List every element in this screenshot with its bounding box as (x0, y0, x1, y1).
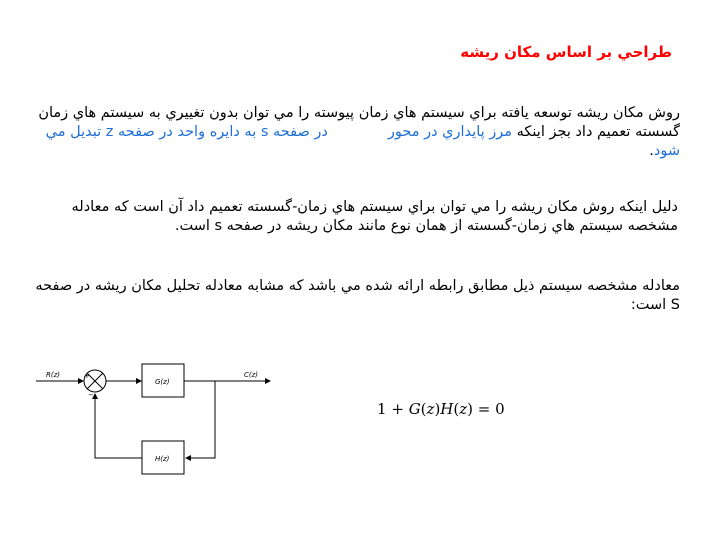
paragraph1-link-stability-boundary[interactable]: مرز پايداري در محور (387, 124, 513, 140)
paragraph1-link-unit-circle[interactable]: در صفحه s به دايره واحد در صفحه z تبديل مي شود (45, 124, 680, 159)
feedback-line-out (95, 394, 142, 458)
forward-block-label: G(z) (155, 378, 170, 386)
feedback-line-in (186, 381, 215, 458)
paragraph-characteristic-equation: معادله مشخصه سيستم ذيل مطابق رابطه ارائه شده مي باشد که مشابه معادله تحليل مکان ريشه در صفحه S است: (35, 278, 680, 313)
characteristic-equation: 1 + G(z)H(z) = 0 (377, 400, 505, 418)
output-label: C(z) (244, 371, 259, 379)
input-label: R(z) (46, 371, 60, 379)
minus-sign: − (88, 391, 94, 399)
paragraph1-period: . (649, 143, 654, 159)
eq-z1: z (426, 400, 435, 418)
eq-equals: = (477, 400, 491, 418)
slide-title: طراحي بر اساس مکان ريشه (460, 43, 672, 61)
paragraph-root-locus-intro (35, 104, 680, 161)
eq-h: H (440, 400, 454, 418)
eq-g: G (408, 400, 421, 418)
eq-one: 1 (377, 400, 387, 418)
eq-plus: + (391, 400, 404, 418)
plus-sign: + (84, 372, 90, 380)
block-diagram (30, 352, 280, 477)
paragraph-reason: دليل اينکه روش مکان ريشه را مي توان براي سيستم هاي زمان-گسسته تعميم داد آن است که معادله مشخصه سيستم هاي زمان-گسسته از همان نوع مانند مکان ريشه در صفحه s است. (71, 199, 678, 234)
feedback-block-label: H(z) (155, 455, 170, 463)
eq-zero: 0 (495, 400, 505, 418)
paragraph1-text: روش مکان ريشه توسعه يافته براي سيستم هاي زمان پيوسته را مي توان بدون تغييري به سيستم هاي زمان گسسته تعميم داد بجز اينکه (38, 105, 680, 140)
eq-z2: z (459, 400, 468, 418)
